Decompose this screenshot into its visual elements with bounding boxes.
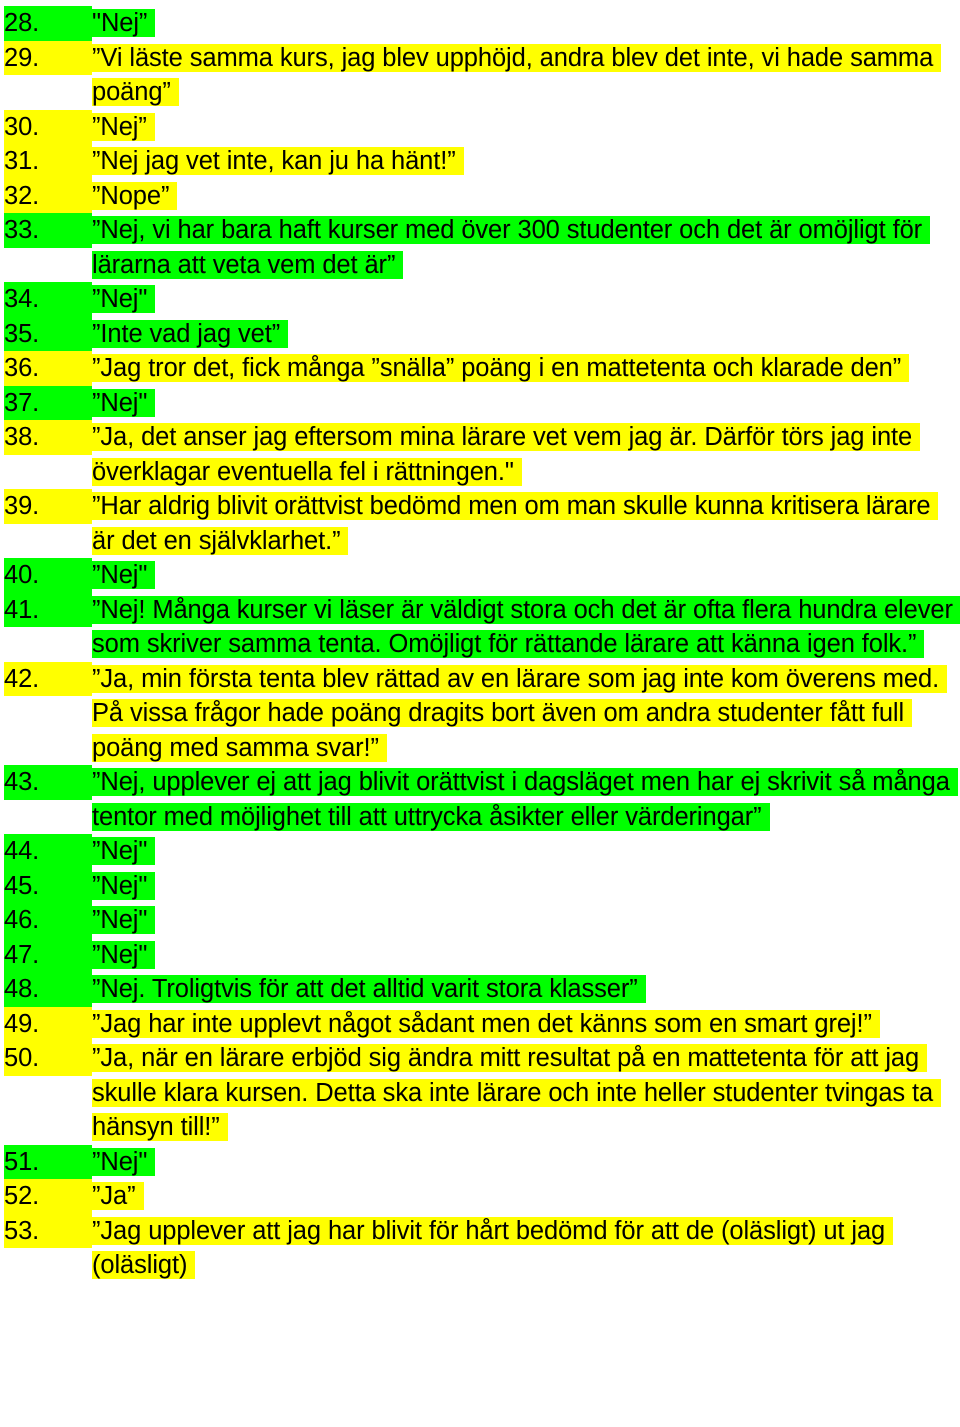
item-text: ”Nej! Många kurser vi läser är väldigt stora och det är ofta flera hundra elever som skriver samma tenta. Omöjligt för rättande lärare att känna igen folk.” bbox=[92, 596, 960, 659]
item-text-wrap bbox=[92, 179, 958, 214]
list-item bbox=[4, 41, 958, 110]
item-text-wrap bbox=[92, 558, 958, 593]
item-text-wrap bbox=[92, 1007, 958, 1042]
item-number: 45. bbox=[4, 869, 92, 904]
item-text-wrap bbox=[92, 351, 958, 386]
item-number: 29. bbox=[4, 41, 92, 76]
item-number: 39. bbox=[4, 489, 92, 524]
item-text: ”Nej" bbox=[92, 906, 155, 934]
list-item bbox=[4, 1214, 958, 1283]
item-text-wrap bbox=[92, 489, 958, 558]
item-text: ”Ja” bbox=[92, 1182, 144, 1210]
item-text-wrap bbox=[92, 213, 958, 282]
item-text-wrap bbox=[92, 938, 958, 973]
item-text-wrap bbox=[92, 662, 958, 766]
item-text-wrap bbox=[92, 110, 958, 145]
item-number: 46. bbox=[4, 903, 92, 938]
list-item bbox=[4, 213, 958, 282]
item-number: 41. bbox=[4, 593, 92, 628]
item-text: ”Nej" bbox=[92, 941, 155, 969]
item-text-wrap bbox=[92, 317, 958, 352]
item-text: ”Nope” bbox=[92, 182, 177, 210]
list-item bbox=[4, 489, 958, 558]
item-number: 30. bbox=[4, 110, 92, 145]
item-text: ”Nej" bbox=[92, 389, 155, 417]
list-item bbox=[4, 110, 958, 145]
list-item bbox=[4, 1179, 958, 1214]
list-item bbox=[4, 179, 958, 214]
item-text-wrap bbox=[92, 593, 958, 662]
item-text-wrap bbox=[92, 1179, 958, 1214]
item-number: 34. bbox=[4, 282, 92, 317]
item-text-wrap bbox=[92, 41, 958, 110]
item-text-wrap bbox=[92, 1041, 958, 1145]
item-text-wrap bbox=[92, 1214, 958, 1283]
item-text: "Nej” bbox=[92, 9, 155, 37]
item-text: ”Jag upplever att jag har blivit för hårt bedömd för att de (oläsligt) ut jag (oläsligt) bbox=[92, 1217, 893, 1280]
list-item bbox=[4, 420, 958, 489]
list-item bbox=[4, 144, 958, 179]
list-item bbox=[4, 1041, 958, 1145]
item-number: 49. bbox=[4, 1007, 92, 1042]
item-text-wrap bbox=[92, 869, 958, 904]
item-text: ”Nej" bbox=[92, 872, 155, 900]
item-text-wrap bbox=[92, 386, 958, 421]
item-number: 37. bbox=[4, 386, 92, 421]
item-text-wrap bbox=[92, 903, 958, 938]
list-item bbox=[4, 765, 958, 834]
item-text-wrap bbox=[92, 1145, 958, 1180]
item-number: 44. bbox=[4, 834, 92, 869]
item-text: ”Ja, det anser jag eftersom mina lärare vet vem jag är. Därför törs jag inte överklagar eventuella fel i rättningen." bbox=[92, 423, 920, 486]
item-text: ”Inte vad jag vet” bbox=[92, 320, 288, 348]
item-number: 51. bbox=[4, 1145, 92, 1180]
item-number: 47. bbox=[4, 938, 92, 973]
item-text-wrap bbox=[92, 144, 958, 179]
list-item bbox=[4, 282, 958, 317]
item-text: ”Nej jag vet inte, kan ju ha hänt!” bbox=[92, 147, 464, 175]
item-text-wrap bbox=[92, 282, 958, 317]
item-number: 53. bbox=[4, 1214, 92, 1249]
list-item bbox=[4, 903, 958, 938]
item-number: 50. bbox=[4, 1041, 92, 1076]
item-number: 32. bbox=[4, 179, 92, 214]
list-item bbox=[4, 938, 958, 973]
item-text: ”Vi läste samma kurs, jag blev upphöjd, andra blev det inte, vi hade samma poäng” bbox=[92, 44, 941, 107]
item-text: ”Nej” bbox=[92, 113, 155, 141]
list-item bbox=[4, 662, 958, 766]
item-text: ”Nej" bbox=[92, 285, 155, 313]
list-item bbox=[4, 317, 958, 352]
item-text: ”Ja, när en lärare erbjöd sig ändra mitt resultat på en mattetenta för att jag skulle klara kursen. Detta ska inte lärare och inte heller studenter tvingas ta hänsyn till!” bbox=[92, 1044, 941, 1141]
item-text-wrap bbox=[92, 972, 958, 1007]
item-text: ”Nej. Troligtvis för att det alltid varit stora klasser” bbox=[92, 975, 646, 1003]
item-number: 40. bbox=[4, 558, 92, 593]
list-item bbox=[4, 386, 958, 421]
item-number: 33. bbox=[4, 213, 92, 248]
item-number: 28. bbox=[4, 6, 92, 41]
list-item bbox=[4, 972, 958, 1007]
list-item bbox=[4, 351, 958, 386]
item-text: ”Nej, upplever ej att jag blivit orättvist i dagsläget men har ej skrivit så många tentor med möjlighet till att uttrycka åsikter eller värderingar” bbox=[92, 768, 958, 831]
item-text: ”Nej, vi har bara haft kurser med över 300 studenter och det är omöjligt för lärarna att veta vem det är” bbox=[92, 216, 930, 279]
item-number: 35. bbox=[4, 317, 92, 352]
item-text-wrap bbox=[92, 6, 958, 41]
list-item bbox=[4, 834, 958, 869]
item-text: ”Nej" bbox=[92, 1148, 155, 1176]
item-text: ”Jag har inte upplevt något sådant men det känns som en smart grej!” bbox=[92, 1010, 880, 1038]
item-number: 36. bbox=[4, 351, 92, 386]
item-text: ”Jag tror det, fick många ”snälla” poäng i en mattetenta och klarade den” bbox=[92, 354, 909, 382]
item-number: 31. bbox=[4, 144, 92, 179]
item-text-wrap bbox=[92, 834, 958, 869]
list-item bbox=[4, 593, 958, 662]
item-text: ”Nej" bbox=[92, 561, 155, 589]
list-item bbox=[4, 1007, 958, 1042]
item-text-wrap bbox=[92, 420, 958, 489]
item-text-wrap bbox=[92, 765, 958, 834]
item-text: ”Ja, min första tenta blev rättad av en lärare som jag inte kom överens med. På vissa frågor hade poäng dragits bort även om andra studenter fått full poäng med samma svar!” bbox=[92, 665, 947, 762]
item-number: 38. bbox=[4, 420, 92, 455]
list-item bbox=[4, 6, 958, 41]
item-number: 43. bbox=[4, 765, 92, 800]
list-item bbox=[4, 1145, 958, 1180]
item-text: ”Nej" bbox=[92, 837, 155, 865]
item-number: 42. bbox=[4, 662, 92, 697]
list-item bbox=[4, 869, 958, 904]
item-number: 48. bbox=[4, 972, 92, 1007]
list-item bbox=[4, 558, 958, 593]
item-text: ”Har aldrig blivit orättvist bedömd men om man skulle kunna kritisera lärare är det en självklarhet.” bbox=[92, 492, 938, 555]
item-number: 52. bbox=[4, 1179, 92, 1214]
response-list bbox=[4, 6, 958, 1283]
